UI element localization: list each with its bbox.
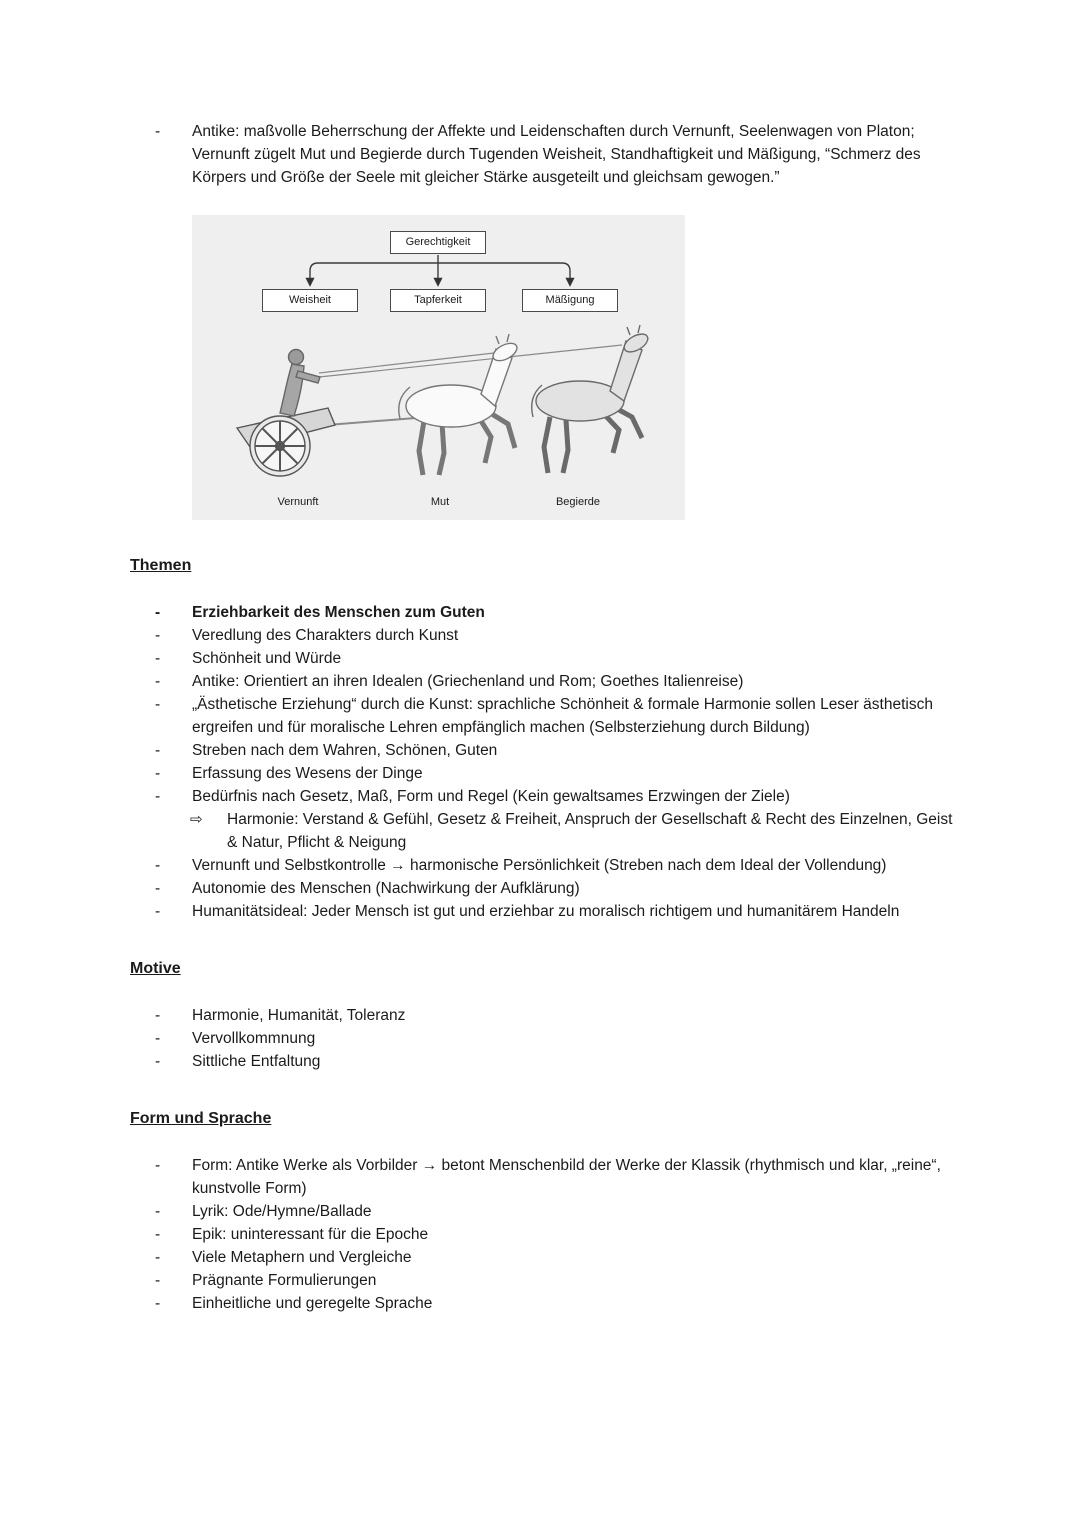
diagram-box-tapferkeit: Tapferkeit — [390, 289, 486, 312]
list-item-text: Harmonie, Humanität, Toleranz — [192, 1007, 406, 1024]
list-item-text: Epik: uninteressant für die Epoche — [192, 1226, 429, 1243]
list-item — [130, 601, 962, 624]
section-themen — [130, 554, 962, 923]
list-item-text: Lyrik: Ode/Hymne/Ballade — [192, 1203, 372, 1220]
list-item-text: Antike: Orientiert an ihren Idealen (Griechenland und Rom; Goethes Italienreise) — [192, 673, 744, 690]
list-item — [130, 1246, 962, 1269]
list-item — [130, 670, 962, 693]
intro-list — [130, 120, 962, 189]
dash-marker: - — [155, 696, 161, 713]
list-item — [130, 1223, 962, 1246]
dash-marker: - — [155, 1226, 161, 1243]
dash-marker: - — [155, 1007, 161, 1024]
list-item-text: Vernunft und Selbstkontrolle → harmonische Persönlichkeit (Streben nach dem Ideal der Vollendung) — [192, 857, 887, 874]
list-item — [130, 900, 962, 923]
dash-marker: - — [155, 742, 161, 759]
list-item-text: Erziehbarkeit des Menschen zum Guten — [192, 604, 485, 621]
diagram-label-mut: Mut — [430, 496, 450, 508]
section-motive — [130, 957, 962, 1073]
dash-marker: - — [155, 1203, 161, 1220]
dash-marker: - — [155, 788, 161, 805]
list-item-text: Prägnante Formulierungen — [192, 1272, 377, 1289]
list-item — [130, 877, 962, 900]
list-item-text: Viele Metaphern und Vergleiche — [192, 1249, 412, 1266]
list-item-text: Sittliche Entfaltung — [192, 1053, 321, 1070]
diagram-label-vernunft: Vernunft — [277, 496, 319, 508]
list-item — [130, 808, 962, 854]
dash-marker: - — [155, 857, 161, 874]
dash-marker: - — [155, 1030, 161, 1047]
chariot-diagram — [192, 215, 685, 520]
list-item — [130, 1269, 962, 1292]
dash-marker: - — [155, 1053, 161, 1070]
diagram-box-gerechtigkeit: Gerechtigkeit — [390, 231, 486, 254]
list-item-text: Veredlung des Charakters durch Kunst — [192, 627, 459, 644]
horse-mut-shape — [399, 334, 520, 475]
list-item — [130, 624, 962, 647]
chariot-illustration — [192, 313, 685, 488]
list-item — [130, 1050, 962, 1073]
bullet-list-themen — [130, 601, 962, 923]
dash-marker: - — [155, 1272, 161, 1289]
dash-marker: - — [155, 1157, 161, 1174]
section-heading: Themen — [130, 557, 192, 574]
list-item-text: Streben nach dem Wahren, Schönen, Guten — [192, 742, 498, 759]
list-item — [130, 693, 962, 739]
dash-marker: - — [155, 123, 161, 140]
diagram-label-begierde: Begierde — [555, 496, 601, 508]
list-item — [130, 1027, 962, 1050]
dash-marker: - — [155, 650, 161, 667]
list-item — [130, 1200, 962, 1223]
charioteer-shape — [280, 350, 320, 417]
dash-marker: - — [155, 673, 161, 690]
dash-marker: - — [155, 1295, 161, 1312]
diagram-box-weisheit: Weisheit — [262, 289, 358, 312]
diagram-box-maessigung: Mäßigung — [522, 289, 618, 312]
list-item-text: Antike: maßvolle Beherrschung der Affekte und Leidenschaften durch Vernunft, Seelenwagen von Platon; Vernunft zügelt Mut und Begierde durch Tugenden Weisheit, Standhaftigkeit und Mäßigung, “Schmerz des Körpers und Größe der Seele mit gleicher Stärke ausgeteilt und gleichsam gewogen.” — [192, 123, 921, 186]
dash-marker: - — [155, 903, 161, 920]
dash-marker: - — [155, 880, 161, 897]
section-heading: Form und Sprache — [130, 1110, 272, 1127]
list-item-text: Bedürfnis nach Gesetz, Maß, Form und Regel (Kein gewaltsames Erzwingen der Ziele) — [192, 788, 790, 805]
list-item — [130, 1154, 962, 1200]
list-item-text: „Ästhetische Erziehung“ durch die Kunst: sprachliche Schönheit & formale Harmonie sollen Leser ästhetisch ergreifen und für moralische Lehren empfänglich machen (Selbsterziehung durch Bildung) — [192, 696, 933, 736]
list-item — [130, 762, 962, 785]
list-item — [130, 854, 962, 877]
dash-marker: - — [155, 1249, 161, 1266]
bullet-list-form-und-sprache — [130, 1154, 962, 1315]
list-item-text: Erfassung des Wesens der Dinge — [192, 765, 423, 782]
list-item — [130, 647, 962, 670]
list-item — [130, 739, 962, 762]
horse-begierde-shape — [532, 325, 651, 473]
list-item — [130, 1004, 962, 1027]
list-item — [130, 785, 962, 808]
list-item-text: Vervollkommnung — [192, 1030, 316, 1047]
list-item-text: Einheitliche und geregelte Sprache — [192, 1295, 433, 1312]
section-form-und-sprache — [130, 1107, 962, 1315]
chariot-shape — [237, 408, 335, 476]
list-item-text: Form: Antike Werke als Vorbilder → betont Menschenbild der Werke der Klassik (rhythmisch und klar, „reine“, kunstvolle Form) — [192, 1157, 941, 1197]
list-item-text: Schönheit und Würde — [192, 650, 342, 667]
dash-marker: - — [155, 765, 161, 782]
list-item-text: Autonomie des Menschen (Nachwirkung der Aufklärung) — [192, 880, 580, 897]
list-item — [130, 1292, 962, 1315]
list-item-text: Humanitätsideal: Jeder Mensch ist gut und erziehbar zu moralisch richtigem und humanitärem Handeln — [192, 903, 900, 920]
dash-marker: - — [155, 604, 161, 621]
list-item — [130, 120, 962, 189]
bullet-list-motive — [130, 1004, 962, 1073]
list-item-text: Harmonie: Verstand & Gefühl, Gesetz & Freiheit, Anspruch der Gesellschaft & Recht des Einzelnen, Geist & Natur, Pflicht & Neigung — [227, 811, 953, 851]
section-heading: Motive — [130, 960, 181, 977]
dash-marker: - — [155, 627, 161, 644]
arrow-marker: ⇨ — [190, 811, 203, 828]
